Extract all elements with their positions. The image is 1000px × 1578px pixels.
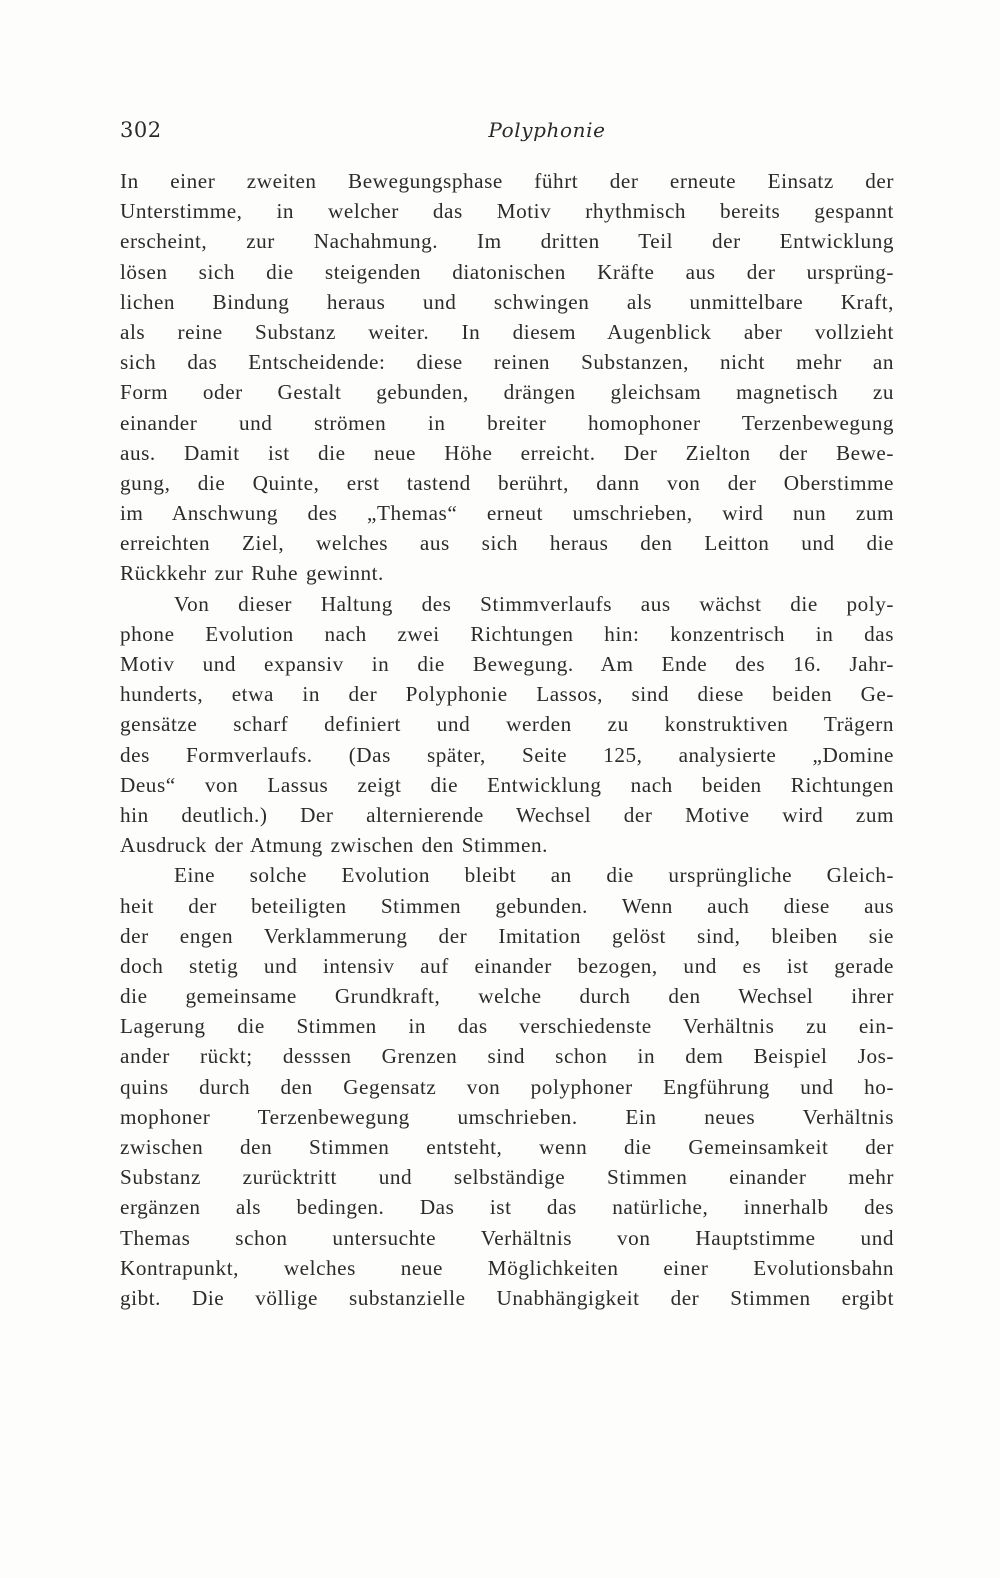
- running-title: Polyphonie: [488, 118, 606, 142]
- page-number: 302: [120, 118, 162, 142]
- text-line: lösen sich die steigenden diatonischen Kräfte aus der ursprüng-: [120, 259, 894, 284]
- paragraph-start-line: Von dieser Haltung des Stimmverlaufs aus wächst die poly-: [174, 591, 894, 616]
- paragraph-end-line: Rückkehr zur Ruhe gewinnt.: [120, 561, 384, 586]
- text-line: heit der beteiligten Stimmen gebunden. Wenn auch diese aus: [120, 893, 894, 918]
- text-line: aus. Damit ist die neue Höhe erreicht. Der Zielton der Bewe-: [120, 440, 894, 465]
- text-line: phone Evolution nach zwei Richtungen hin: konzentrisch in das: [120, 621, 894, 646]
- text-line: Deus“ von Lassus zeigt die Entwicklung nach beiden Richtungen: [120, 772, 894, 797]
- text-line: einander und strömen in breiter homophoner Terzenbewegung: [120, 410, 894, 435]
- text-line: hunderts, etwa in der Polyphonie Lassos, sind diese beiden Ge-: [120, 682, 894, 707]
- text-line: Form oder Gestalt gebunden, drängen gleichsam magnetisch zu: [120, 380, 894, 405]
- text-line: als reine Substanz weiter. In diesem Augenblick aber vollzieht: [120, 319, 894, 344]
- text-line: ergänzen als bedingen. Das ist das natürliche, innerhalb des: [120, 1195, 894, 1220]
- paragraph-end-line: Ausdruck der Atmung zwischen den Stimmen.: [120, 833, 548, 858]
- text-line: Kontrapunkt, welches neue Möglichkeiten einer Evolutionsbahn: [120, 1255, 894, 1280]
- text-line: Substanz zurücktritt und selbständige Stimmen einander mehr: [120, 1165, 894, 1190]
- page-header: [120, 118, 894, 152]
- text-line: gensätze scharf definiert und werden zu konstruktiven Trägern: [120, 712, 894, 737]
- text-line: erscheint, zur Nachahmung. Im dritten Teil der Entwicklung: [120, 229, 894, 254]
- text-line: hin deutlich.) Der alternierende Wechsel der Motive wird zum: [120, 802, 894, 827]
- text-line: quins durch den Gegensatz von polyphoner Engführung und ho-: [120, 1074, 894, 1099]
- text-line: In einer zweiten Bewegungsphase führt der erneute Einsatz der: [120, 169, 894, 193]
- text-line: gibt. Die völlige substanzielle Unabhängigkeit der Stimmen ergibt: [120, 1285, 894, 1310]
- text-line: zwischen den Stimmen entsteht, wenn die Gemeinsamkeit der: [120, 1135, 894, 1159]
- text-line: Motiv und expansiv in die Bewegung. Am Ende des 16. Jahr-: [120, 652, 894, 676]
- text-line: mophoner Terzenbewegung umschrieben. Ein neues Verhältnis: [120, 1104, 894, 1129]
- text-line: die gemeinsame Grundkraft, welche durch den Wechsel ihrer: [120, 984, 894, 1009]
- text-line: lichen Bindung heraus und schwingen als unmittelbare Kraft,: [120, 289, 894, 314]
- text-line: doch stetig und intensiv auf einander bezogen, und es ist gerade: [120, 953, 894, 978]
- text-line: ander rückt; desssen Grenzen sind schon in dem Beispiel Jos-: [120, 1044, 894, 1069]
- text-line: im Anschwung des „Themas“ erneut umschrieben, wird nun zum: [120, 501, 894, 526]
- text-line: Lagerung die Stimmen in das verschiedenste Verhältnis zu ein-: [120, 1014, 894, 1039]
- text-line: des Formverlaufs. (Das später, Seite 125, analysierte „Domine: [120, 742, 894, 767]
- text-line: erreichten Ziel, welches aus sich heraus den Leitton und die: [120, 531, 894, 556]
- body-text: [120, 166, 894, 1313]
- text-line: sich das Entscheidende: diese reinen Substanzen, nicht mehr an: [120, 350, 894, 375]
- text-line: der engen Verklammerung der Imitation gelöst sind, bleiben sie: [120, 923, 894, 948]
- paragraph-start-line: Eine solche Evolution bleibt an die ursprüngliche Gleich-: [174, 863, 894, 888]
- text-line: gung, die Quinte, erst tastend berührt, dann von der Oberstimme: [120, 470, 894, 495]
- text-line: Unterstimme, in welcher das Motiv rhythmisch bereits gespannt: [120, 199, 894, 224]
- text-line: Themas schon untersuchte Verhältnis von Hauptstimme und: [120, 1225, 894, 1250]
